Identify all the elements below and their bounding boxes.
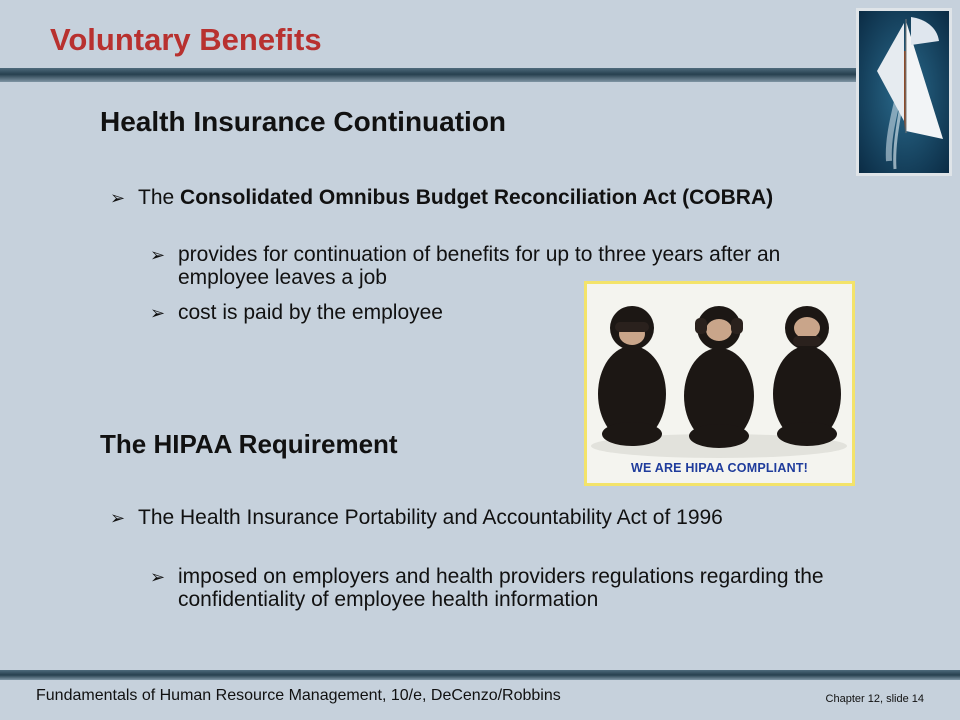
image-caption: WE ARE HIPAA COMPLIANT! [630,461,809,475]
three-chimpanzees-photo [584,281,855,486]
arrow-bullet-icon: ➢ [150,245,166,266]
arrow-bullet-icon: ➢ [150,567,166,588]
footer-slide-number: Chapter 12, slide 14 [825,693,924,705]
sub-bullet-imposed [150,565,870,611]
bullet-cobra [110,186,840,210]
sub-bullet-text: cost is paid by the employee [178,301,443,324]
arrow-bullet-icon: ➢ [110,188,126,209]
sailboat-photo [856,8,952,176]
footer-divider [0,670,960,680]
sub-bullet-text: provides for continuation of benefits for up to three years after an employee leaves a job [178,243,781,289]
sub-bullet-text: imposed on employers and health providers regulations regarding the confidentiality of employee health information [178,565,824,611]
bullet-text [138,186,840,210]
chimpanzee-icon [587,284,852,483]
bullet-text-prefix: The [138,186,181,209]
section-heading-cobra: Health Insurance Continuation [100,106,507,137]
bullet-text-bold: Consolidated Omnibus Budget Reconciliation Act (COBRA) [180,186,774,209]
footer-citation: Fundamentals of Human Resource Management, 10/e, DeCenzo/Robbins [36,687,561,704]
arrow-bullet-icon: ➢ [110,508,126,529]
sailboat-icon [859,11,949,173]
arrow-bullet-icon: ➢ [150,303,166,324]
bullet-text: The Health Insurance Portability and Accountability Act of 1996 [138,506,723,529]
slide-title: Voluntary Benefits [50,22,322,57]
title-divider [0,68,856,82]
section-heading-hipaa: The HIPAA Requirement [100,429,398,459]
bullet-hipaa [110,506,840,530]
